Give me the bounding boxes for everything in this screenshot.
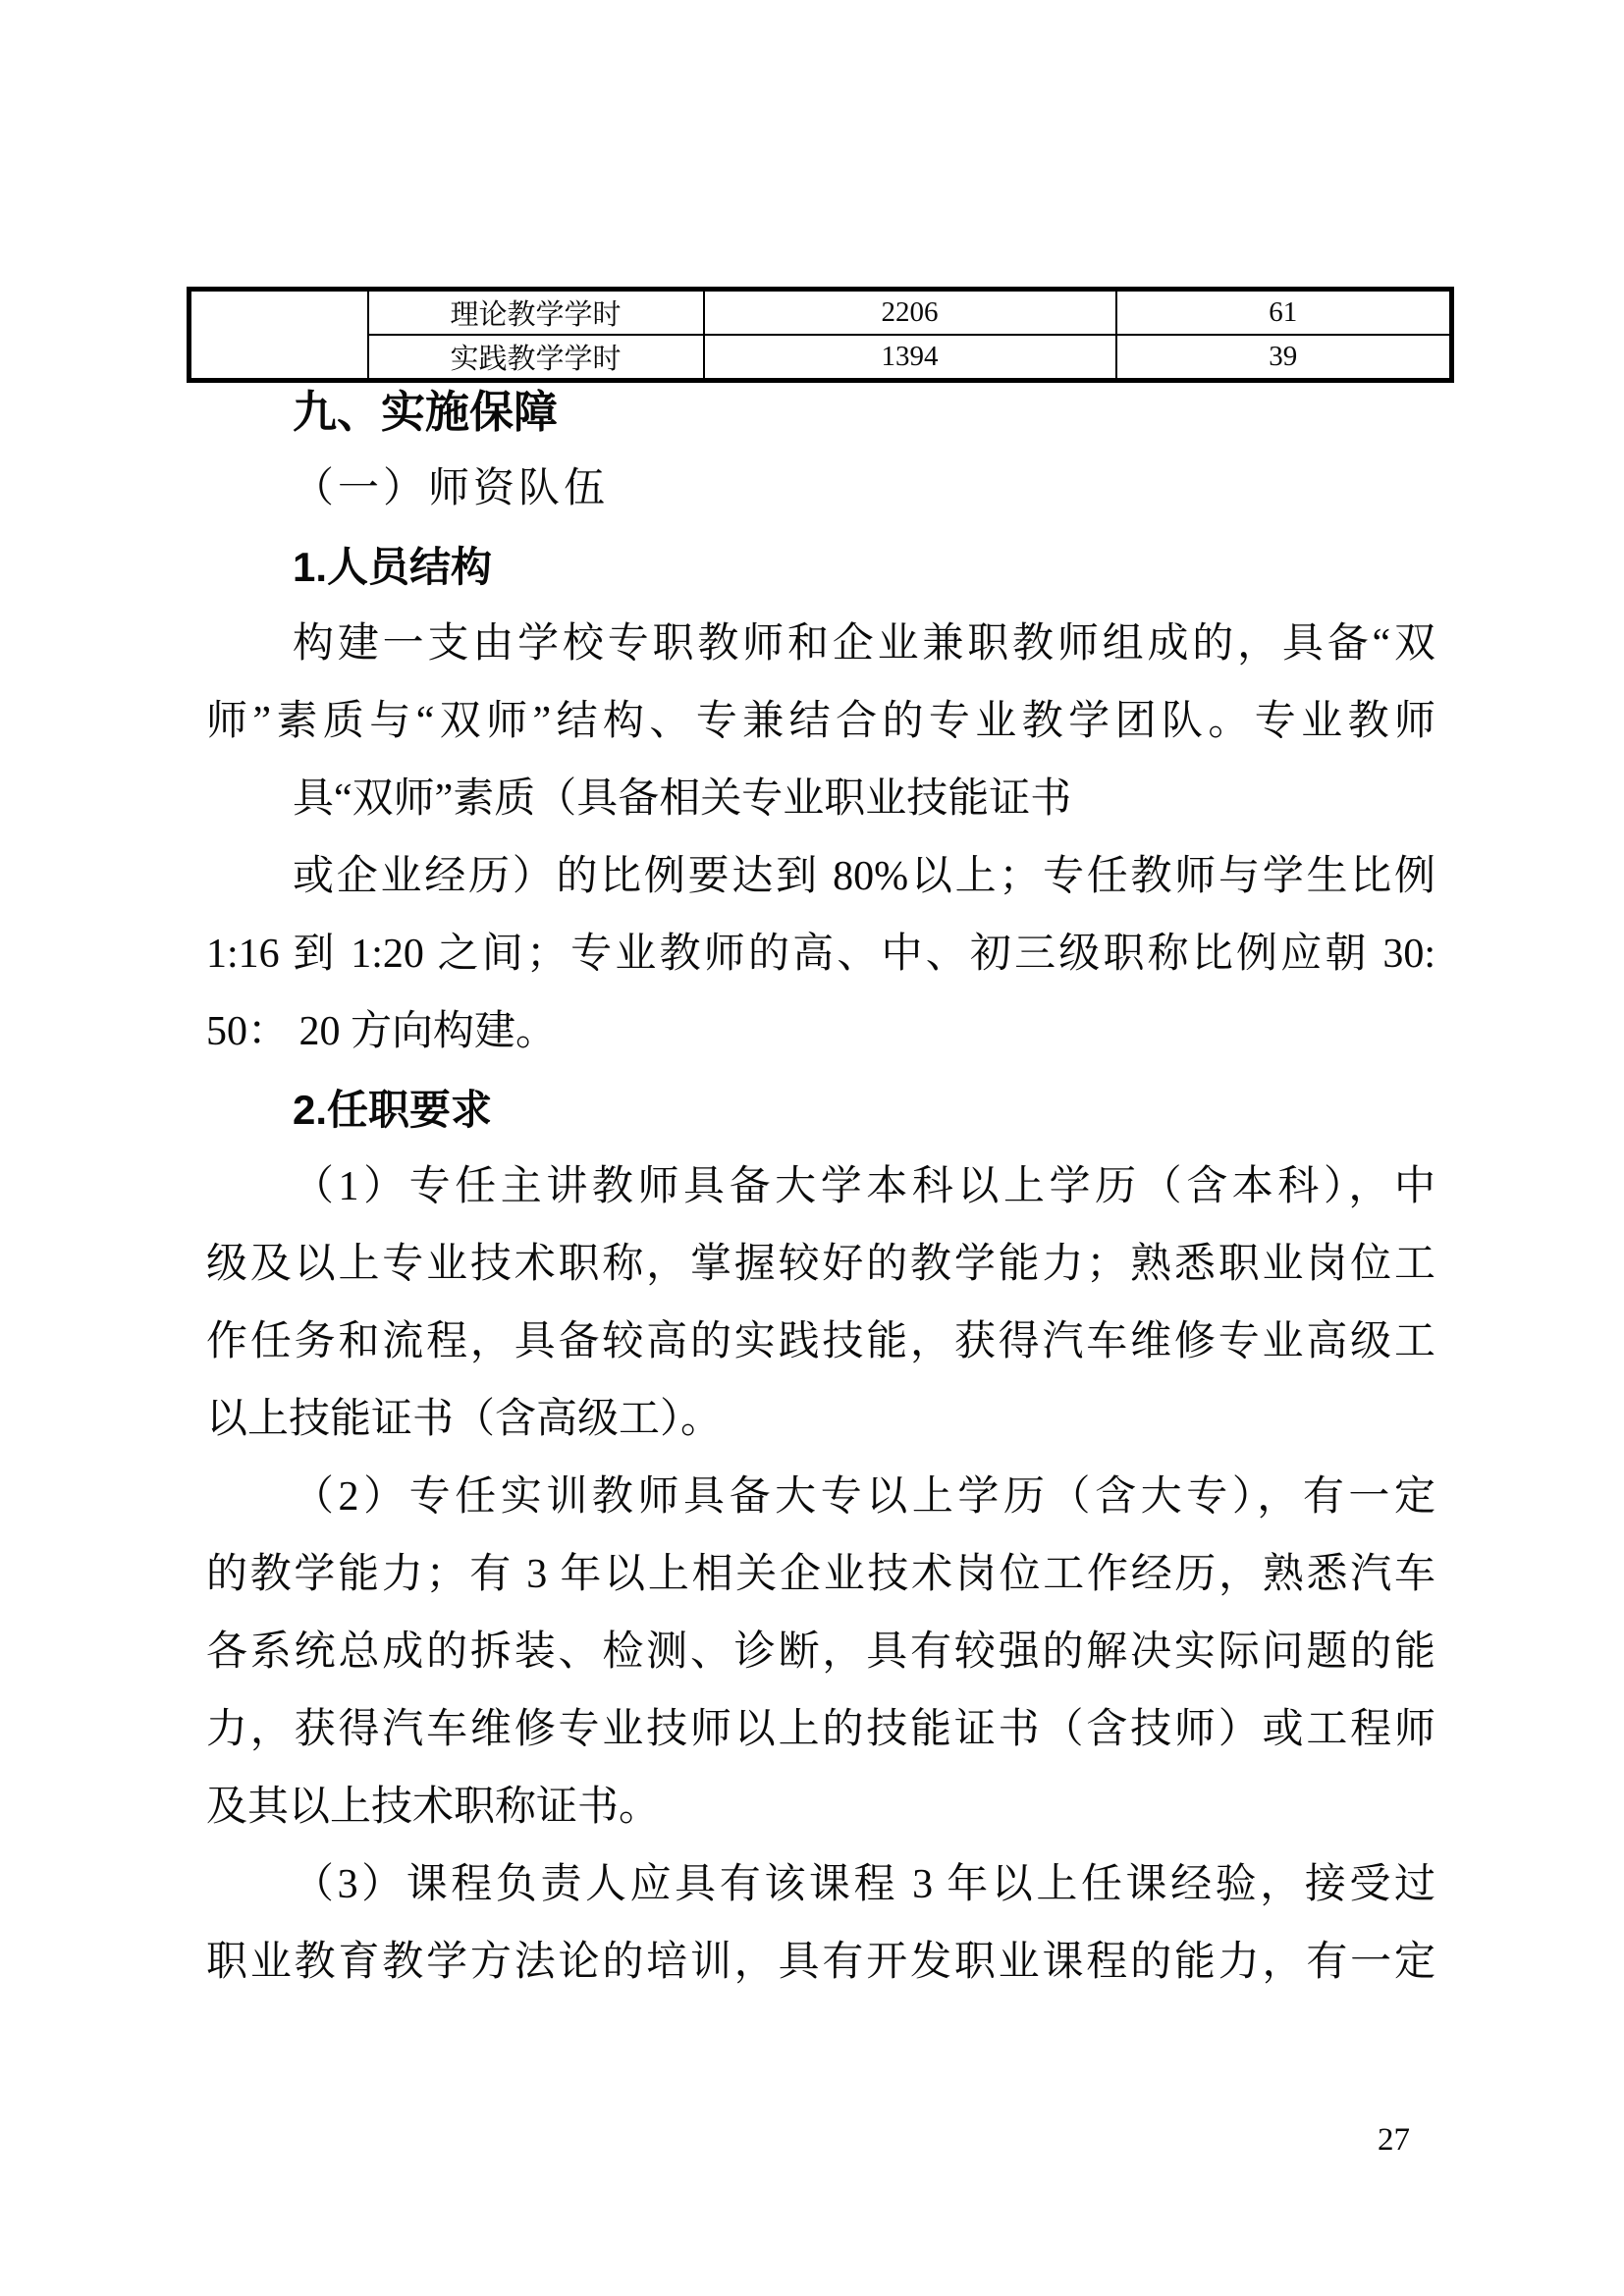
text-line: 及其以上技术职称证书。 [206,1785,661,1830]
table-cell-hours: 2206 [704,290,1116,336]
text-line: 级及以上专业技术职称，掌握较好的教学能力；熟悉职业岗位工 [206,1242,1435,1287]
heading-personnel-structure: 1.人员结构 [293,544,493,590]
table-cell-hours: 1394 [704,335,1116,381]
text-line: 具“双师”素质（具备相关专业职业技能证书 [293,776,1072,822]
text-line: 以上技能证书（含高级工）。 [206,1397,723,1442]
body-text [206,373,1435,2002]
table-cell-share: 39 [1116,335,1452,381]
table-cell-merged-empty [189,290,368,381]
table-cell-share: 61 [1116,290,1452,336]
table-cell-label: 实践教学学时 [368,335,704,381]
teaching-hours-table [187,287,1454,383]
text-line: 或企业经历）的比例要达到 80%以上；专任教师与学生比例 [293,854,1435,899]
text-line: 50： 20 方向构建。 [206,1009,558,1054]
text-line: 职业教育教学方法论的培训，具有开发职业课程的能力，有一定 [206,1940,1435,1985]
table-cell-label: 理论教学学时 [368,290,704,336]
heading-teacher-team: （一）师资队伍 [293,466,610,511]
text-line: （1）专任主讲教师具备大学本科以上学历（含本科），中 [293,1164,1435,1209]
table-row [189,290,1452,336]
text-line: 师”素质与“双师”结构、专兼结合的专业教学团队。专业教师 [206,699,1435,744]
text-line: 1:16 到 1:20 之间；专业教师的高、中、初三级职称比例应朝 30: [206,932,1435,977]
text-line: （2）专任实训教师具备大专以上学历（含大专），有一定 [293,1474,1435,1520]
heading-section-nine: 九、实施保障 [293,387,559,437]
text-line: 各系统总成的拆装、检测、诊断，具有较强的解决实际问题的能 [206,1629,1435,1675]
text-line: （3）课程负责人应具有该课程 3 年以上任课经验，接受过 [293,1862,1435,1907]
page-number: 27 [1378,2122,1410,2158]
heading-qualification-requirements: 2.任职要求 [293,1087,493,1133]
text-line: 的教学能力；有 3 年以上相关企业技术岗位工作经历，熟悉汽车 [206,1552,1435,1597]
text-line: 作任务和流程，具备较高的实践技能，获得汽车维修专业高级工 [206,1319,1435,1364]
text-line: 力，获得汽车维修专业技师以上的技能证书（含技师）或工程师 [206,1707,1435,1752]
text-line: 构建一支由学校专职教师和企业兼职教师组成的，具备“双 [293,621,1435,667]
